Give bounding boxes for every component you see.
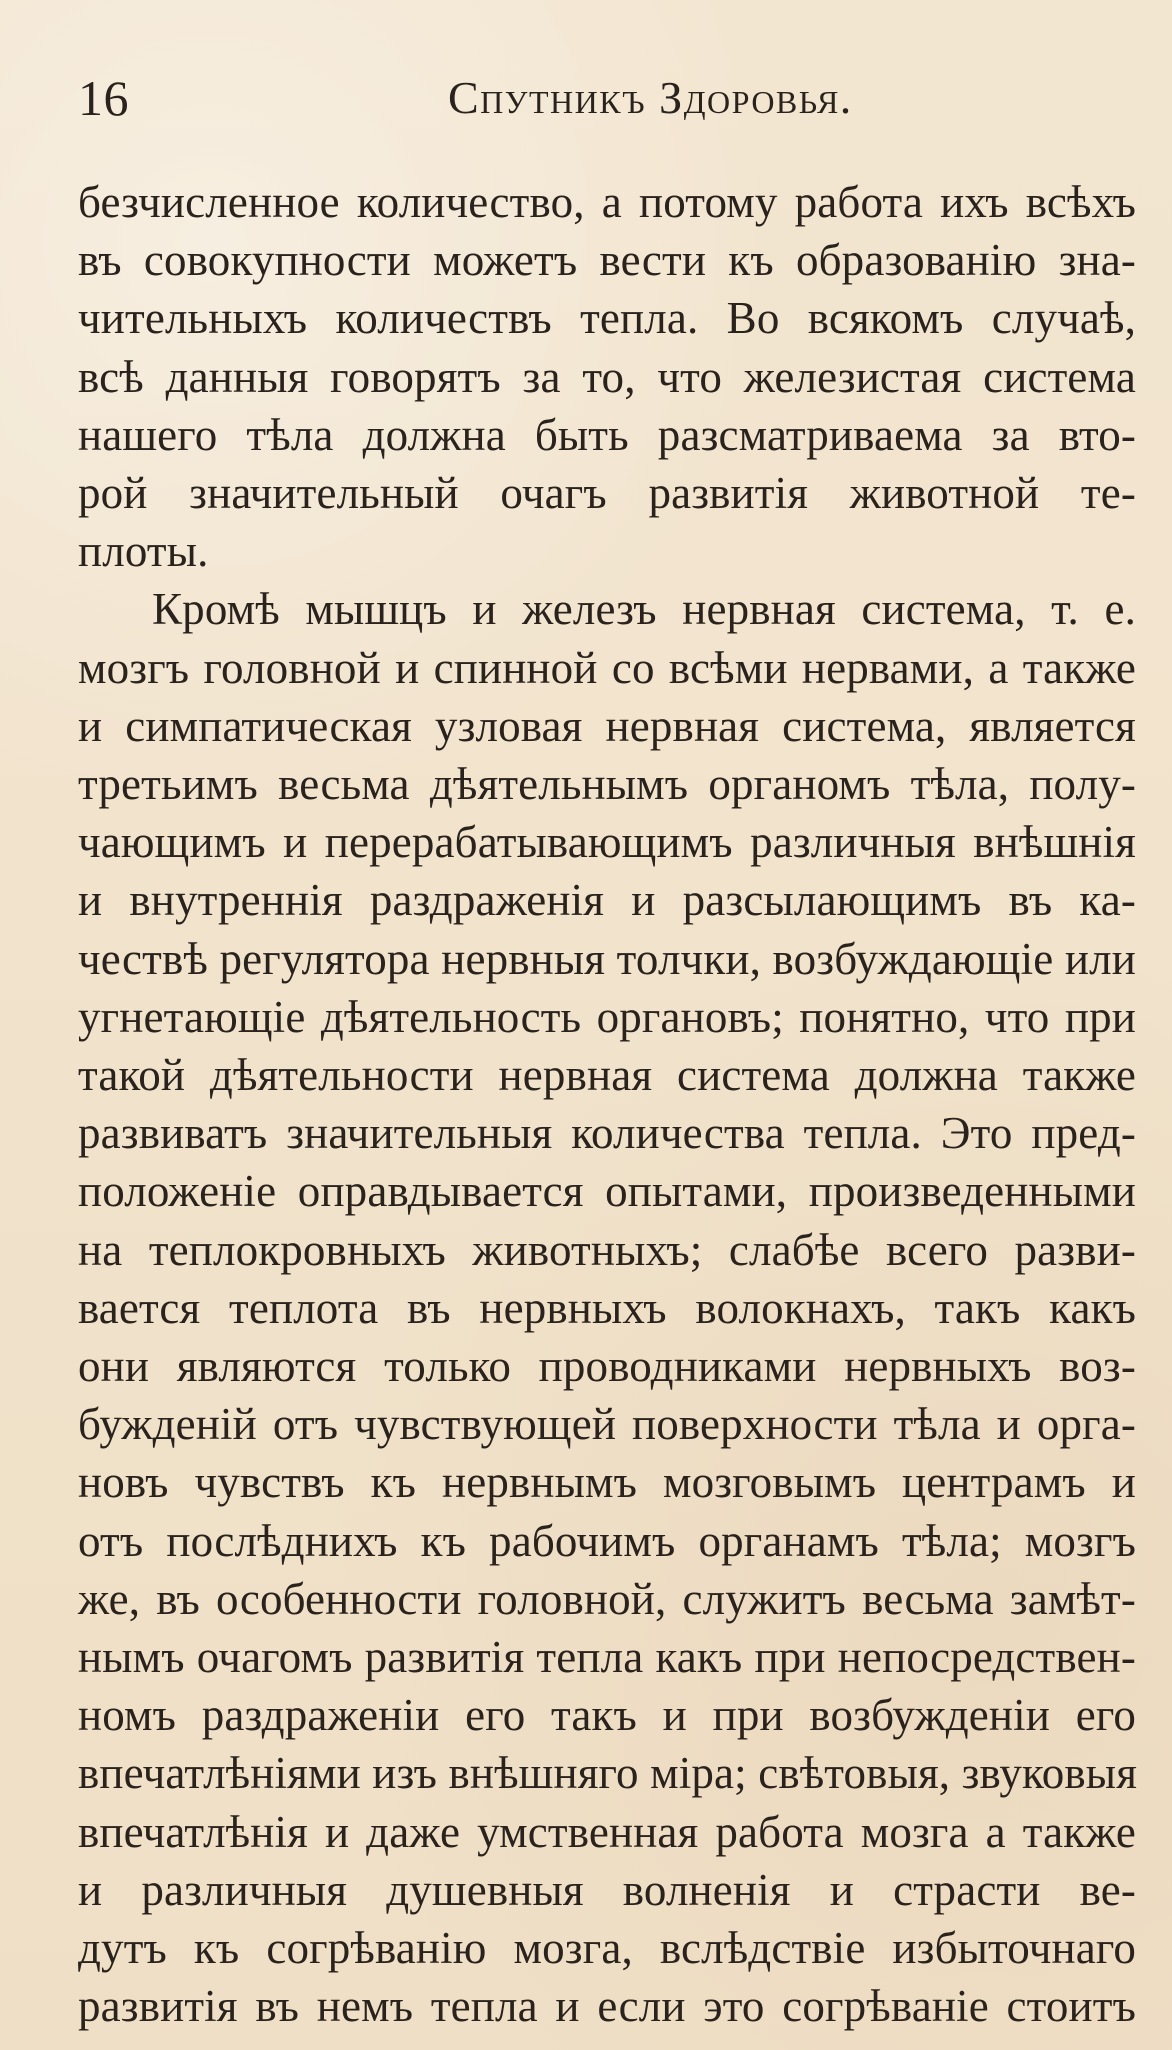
body-text	[78, 173, 1136, 2036]
text-line: же, въ особенности головной, служитъ весьма замѣт-	[78, 1573, 1136, 1624]
page-number: 16	[78, 70, 129, 126]
text-line: новъ чувствъ къ нервнымъ мозговымъ центрамъ и	[78, 1457, 1136, 1508]
text-line: и внутреннія раздраженія и разсылающимъ въ ка-	[78, 875, 1136, 926]
text-line: бужденій отъ чувствующей поверхности тѣла и орга-	[78, 1399, 1136, 1450]
text-line: впечатлѣнія и даже умственная работа мозга а также	[78, 1806, 1136, 1857]
text-line: отъ послѣднихъ къ рабочимъ органамъ тѣла; мозгъ	[78, 1515, 1136, 1566]
text-line: рой значительный очагъ развитія животной те-	[78, 468, 1136, 519]
text-line: вается теплота въ нервныхъ волокнахъ, такъ какъ	[78, 1282, 1136, 1333]
running-title: Спутникъ Здоровья.	[448, 72, 853, 123]
text-line: развитія въ немъ тепла и если это согрѣваніе стоитъ	[78, 1981, 1136, 2032]
text-line: впечатлѣніями изъ внѣшняго міра; свѣтовыя, звуковыя	[78, 1748, 1138, 1799]
text-line: всѣ данныя говорятъ за то, что железистая система	[78, 351, 1136, 402]
text-line: безчисленное количество, а потому работа ихъ всѣхъ	[78, 177, 1136, 227]
text-line: дутъ къ согрѣванію мозга, вслѣдствіе избыточнаго	[78, 1923, 1136, 1974]
text-line: и различныя душевныя волненія и страсти ве-	[78, 1864, 1136, 1915]
text-line: такой дѣятельности нервная система должна также	[78, 1050, 1136, 1101]
text-line: угнетающіе дѣятельность органовъ; понятно, что при	[78, 991, 1136, 1042]
text-line: чествѣ регулятора нервныя толчки, возбуждающіе или	[78, 933, 1136, 984]
text-line: мозгъ головной и спинной со всѣми нервами, а также	[78, 642, 1136, 693]
text-line: плоты.	[78, 526, 209, 577]
text-line: въ совокупности можетъ вести къ образованію зна-	[78, 235, 1136, 286]
text-line: чающимъ и перерабатывающимъ различныя внѣшнія	[78, 817, 1136, 868]
text-line: развиватъ значительныя количества тепла. Это пред-	[78, 1108, 1136, 1159]
paragraph-1	[78, 173, 1136, 580]
running-head	[78, 68, 1090, 128]
paragraph-2	[78, 580, 1136, 2035]
text-line: номъ раздраженіи его такъ и при возбужденіи его	[78, 1690, 1136, 1741]
text-line: положеніе оправдывается опытами, произведенными	[78, 1166, 1136, 1217]
text-line: Кромѣ мышцъ и железъ нервная система, т. е.	[152, 584, 1136, 635]
text-line: на теплокровныхъ животныхъ; слабѣе всего разви-	[78, 1224, 1136, 1275]
text-line: третьимъ весьма дѣятельнымъ органомъ тѣла, полу-	[78, 759, 1136, 810]
text-line: нымъ очагомъ развитія тепла какъ при непосредствен-	[78, 1632, 1136, 1683]
text-line: и симпатическая узловая нервная система, является	[78, 700, 1136, 751]
text-line: нашего тѣла должна быть разсматриваема за вто-	[78, 409, 1136, 460]
text-line: чительныхъ количествъ тепла. Во всякомъ случаѣ,	[78, 293, 1136, 344]
text-line: они являются только проводниками нервныхъ воз-	[78, 1341, 1136, 1392]
